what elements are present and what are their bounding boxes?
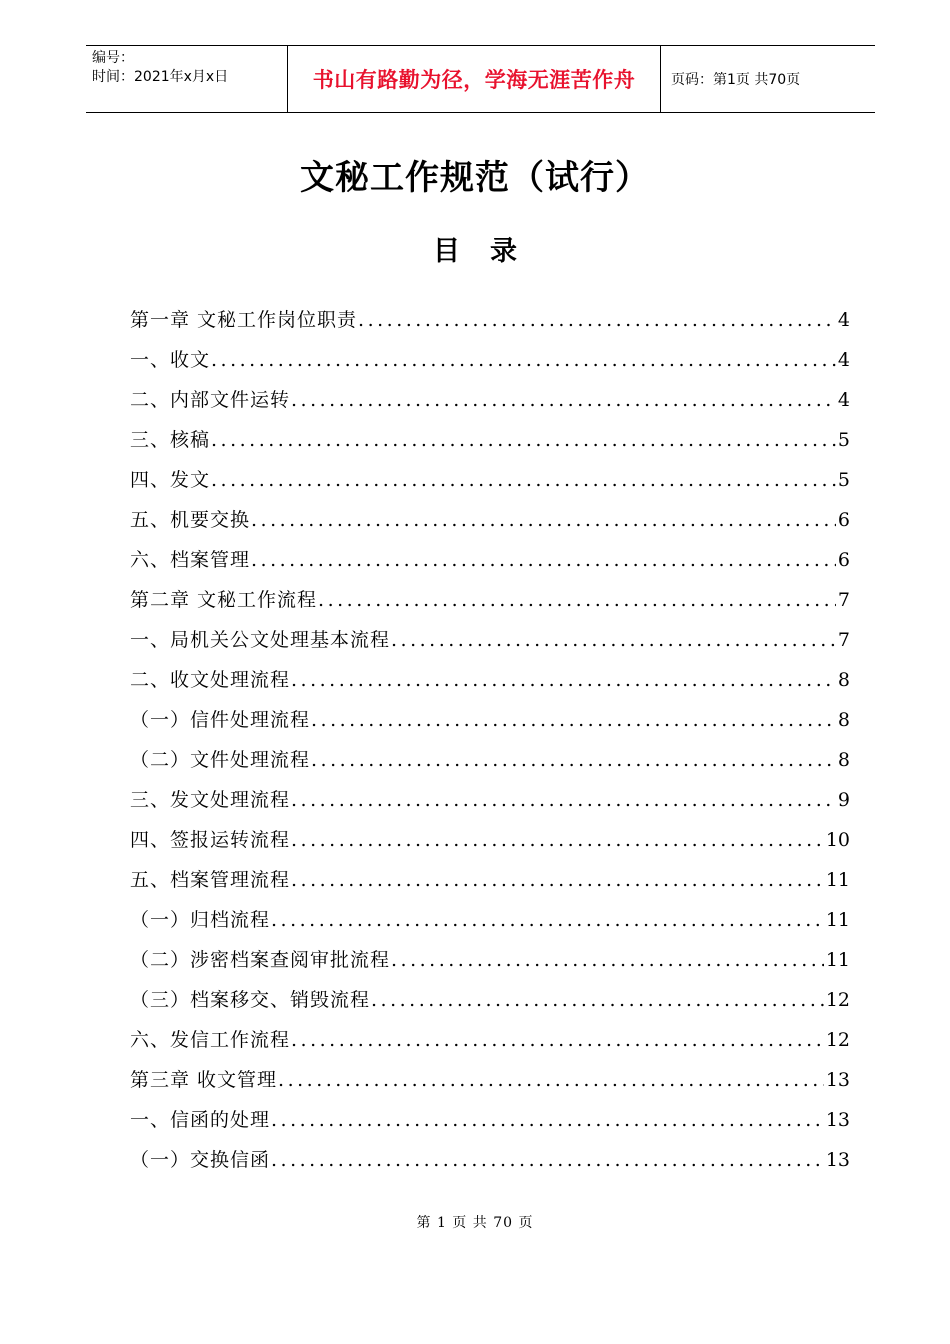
toc-entry-page: 8 [837,669,850,691]
document-title: 文秘工作规范（试行） [300,158,650,198]
toc-entry-page: 7 [837,589,850,611]
toc-entry[interactable] [130,825,850,865]
toc-entry-page: 12 [825,1029,850,1051]
toc-entry[interactable] [130,945,850,985]
toc-leader-dots [271,1109,824,1131]
toc-entry[interactable] [130,705,850,745]
toc-entry-page: 7 [837,629,850,651]
toc-leader-dots [391,629,836,651]
toc-leader-dots [311,709,836,731]
toc-entry[interactable] [130,465,850,505]
toc-entry-label: （二）文件处理流程 [130,749,311,771]
toc-entry[interactable] [130,745,850,785]
toc-entry-label: （二）涉密档案查阅审批流程 [130,949,391,971]
toc-entry[interactable] [130,625,850,665]
toc-entry-label: 四、发文 [130,469,211,491]
toc-entry-label: （三）档案移交、销毁流程 [130,989,371,1011]
toc-entry-page: 4 [837,349,850,371]
toc-leader-dots [291,789,836,811]
toc-leader-dots [291,389,836,411]
toc-entry[interactable] [130,1025,850,1065]
toc-entry[interactable] [130,865,850,905]
toc-entry[interactable] [130,1105,850,1145]
toc-entry-page: 6 [837,549,850,571]
toc-entry-page: 4 [837,389,850,411]
toc-entry-label: 第三章 收文管理 [130,1069,278,1091]
toc-leader-dots [211,429,836,451]
toc-heading: 目录 [433,236,547,267]
toc-entry-label: 一、局机关公文处理基本流程 [130,629,391,651]
toc-entry[interactable] [130,785,850,825]
toc-entry-page: 11 [825,869,850,891]
toc-leader-dots [371,989,824,1011]
toc-leader-dots [311,749,836,771]
toc-entry-label: 三、发文处理流程 [130,789,291,811]
toc-entry-page: 6 [837,509,850,531]
toc-leader-dots [211,349,836,371]
toc-entry-label: 一、信函的处理 [130,1109,271,1131]
toc-entry[interactable] [130,505,850,545]
toc-entry-page: 11 [825,909,850,931]
header-meta [86,46,287,112]
toc-entry-label: 第一章 文秘工作岗位职责 [130,309,358,331]
toc-entry[interactable] [130,425,850,465]
toc-entry-page: 8 [837,709,850,731]
toc-leader-dots [211,469,836,491]
toc-entry[interactable] [130,665,850,705]
toc-entry-label: 六、档案管理 [130,549,251,571]
toc-entry-page: 13 [825,1149,850,1171]
header-motto: 书山有路勤为径，学海无涯苦作舟 [287,46,661,112]
toc-entry[interactable] [130,585,850,625]
toc-entry[interactable] [130,545,850,585]
toc-leader-dots [278,1069,824,1091]
toc-leader-dots [358,309,836,331]
toc-entry-label: （一）交换信函 [130,1149,271,1171]
toc-leader-dots [391,949,824,971]
toc-entry[interactable] [130,385,850,425]
toc-leader-dots [291,669,836,691]
toc-entry[interactable] [130,1145,850,1185]
toc-entry-label: 二、内部文件运转 [130,389,291,411]
toc-entry-page: 4 [837,309,850,331]
toc-entry-label: 三、核稿 [130,429,211,451]
toc-entry-label: 一、收文 [130,349,211,371]
toc-entry-page: 12 [825,989,850,1011]
table-of-contents [130,305,850,1185]
toc-leader-dots [291,869,824,891]
toc-entry-page: 13 [825,1069,850,1091]
toc-entry-label: （一）归档流程 [130,909,271,931]
toc-entry-label: 六、发信工作流程 [130,1029,291,1051]
toc-entry[interactable] [130,905,850,945]
toc-leader-dots [251,549,836,571]
toc-entry-label: 四、签报运转流程 [130,829,291,851]
toc-entry-page: 8 [837,749,850,771]
toc-leader-dots [291,829,824,851]
toc-entry-page: 11 [825,949,850,971]
toc-entry[interactable] [130,1065,850,1105]
toc-leader-dots [251,509,836,531]
toc-entry-page: 13 [825,1109,850,1131]
page-footer: 第 1 页 共 70 页 [416,1215,534,1231]
toc-leader-dots [271,1149,824,1171]
toc-entry-page: 5 [837,429,850,451]
toc-entry-page: 9 [837,789,850,811]
toc-entry[interactable] [130,345,850,385]
header-time-label: 时间：2021年x月x日 [92,69,229,85]
page-header [86,45,875,113]
toc-entry-label: （一）信件处理流程 [130,709,311,731]
header-page-info: 页码：第1页 共70页 [671,72,801,88]
header-number-label: 编号： [92,50,134,66]
toc-entry-label: 第二章 文秘工作流程 [130,589,318,611]
toc-entry-label: 五、机要交换 [130,509,251,531]
toc-leader-dots [318,589,836,611]
toc-entry[interactable] [130,985,850,1025]
toc-entry[interactable] [130,305,850,345]
toc-entry-label: 二、收文处理流程 [130,669,291,691]
toc-entry-page: 10 [825,829,850,851]
toc-leader-dots [271,909,824,931]
toc-entry-label: 五、档案管理流程 [130,869,291,891]
toc-leader-dots [291,1029,824,1051]
toc-entry-page: 5 [837,469,850,491]
